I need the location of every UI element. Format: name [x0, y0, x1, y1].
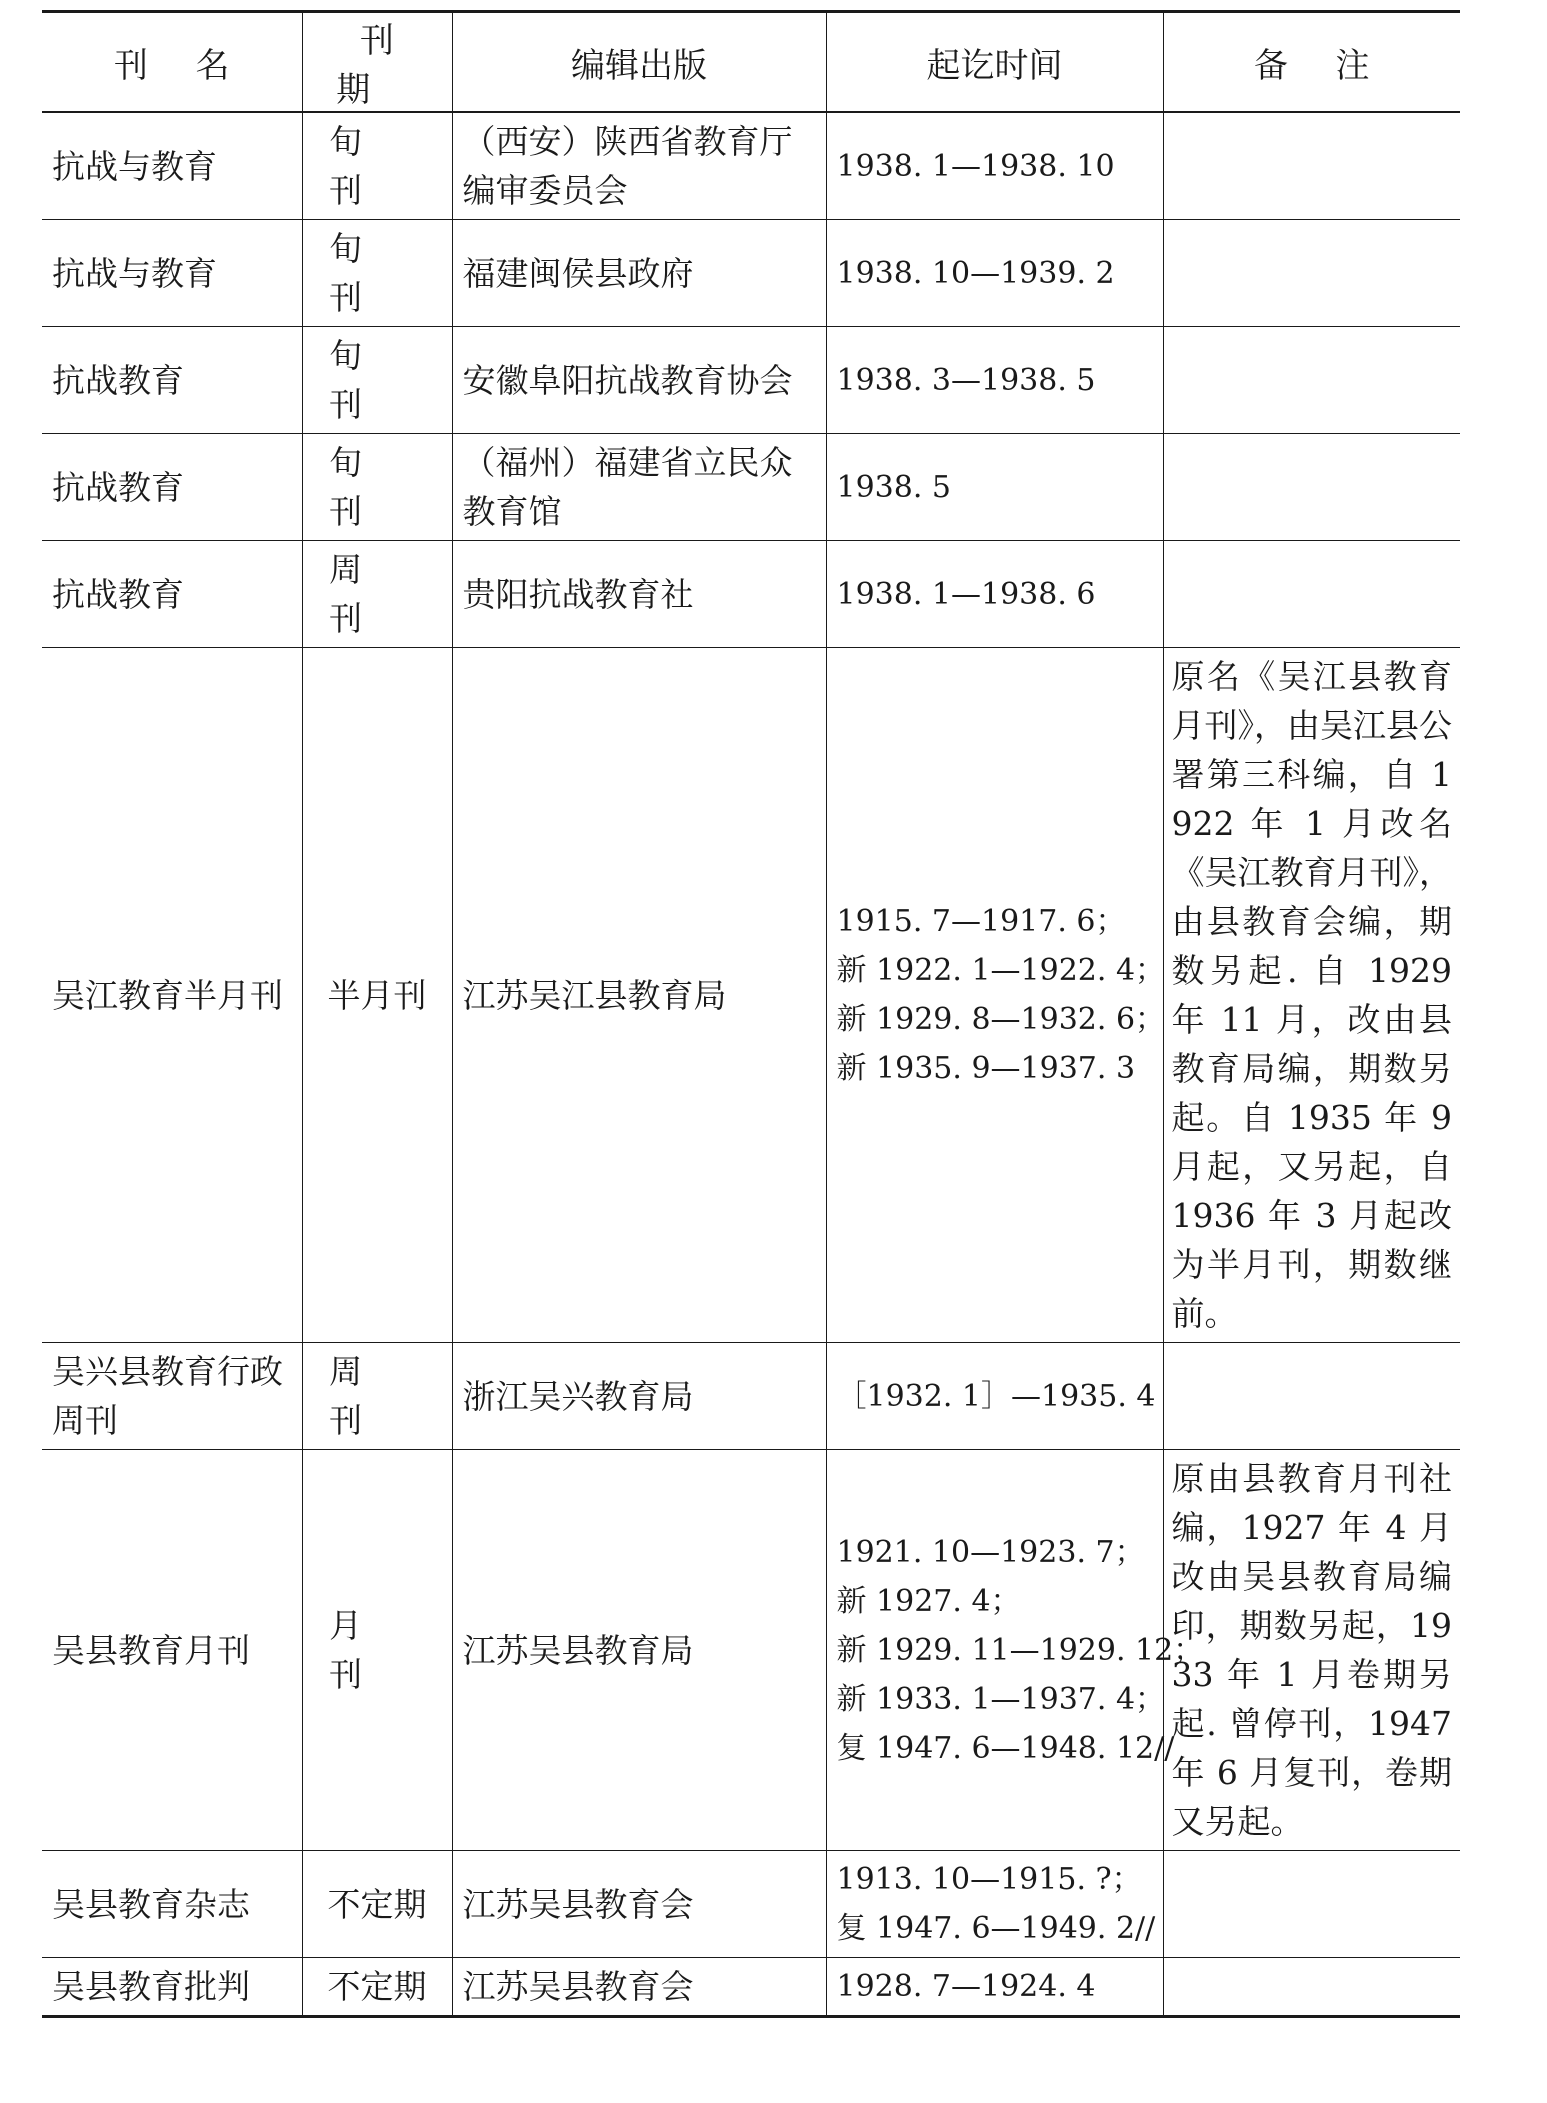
- cell-dates: [826, 327, 1163, 434]
- cycle-text: 半月刊: [327, 975, 427, 1015]
- cell-dates: [826, 1343, 1163, 1450]
- periodical-table-wrapper: [42, 10, 1460, 2018]
- date-range: 1938. 1—1938. 6: [836, 576, 1096, 612]
- cell-notes: [1163, 1851, 1460, 1958]
- cell-notes: [1163, 434, 1460, 541]
- cell-notes: [1163, 541, 1460, 648]
- cell-publisher: 福建闽侯县政府: [452, 220, 826, 327]
- date-range: 复 1947. 6—1949. 2//: [836, 1911, 1156, 1946]
- date-range: 1921. 10—1923. 7；: [836, 1534, 1145, 1570]
- date-range: 复 1947. 6—1948. 12//: [836, 1730, 1175, 1766]
- cell-cycle: [302, 112, 452, 220]
- cell-name: 抗战教育: [42, 541, 302, 648]
- cell-dates: [826, 1450, 1204, 1851]
- date-range: 新 1922. 1—1922. 4；: [836, 953, 1166, 988]
- cell-notes: 原名《吴江县教育月刊》，由吴江县公署第三科编，自 1922 年 1 月改名《吴江教育月刊》，由县教育会编，期数另起. 自 1929 年 11 月，改由县教育局编，期数另起。自 1935 年 9 月起，又另起，自 1936 年 3 月起改为半月刊，期数继前。: [1163, 648, 1460, 1343]
- table-row: [42, 541, 1460, 648]
- cycle-text: 旬刊: [329, 336, 425, 424]
- periodical-table: [42, 10, 1460, 2018]
- cell-dates: [826, 434, 1163, 541]
- cell-dates: [826, 648, 1166, 1343]
- cell-notes: [1163, 112, 1460, 220]
- cell-dates: [826, 1958, 1163, 2017]
- cell-cycle: [302, 541, 452, 648]
- cell-name: 抗战与教育: [42, 112, 302, 220]
- cell-cycle: [302, 434, 452, 541]
- cell-dates: [826, 1851, 1163, 1958]
- cell-notes: [1163, 327, 1460, 434]
- date-range: 1938. 3—1938. 5: [836, 362, 1096, 398]
- date-range: 新 1929. 8—1932. 6；: [836, 1002, 1166, 1037]
- table-row: [42, 220, 1460, 327]
- cycle-text: 旬刊: [329, 122, 425, 210]
- cell-notes: [1163, 1343, 1460, 1450]
- cell-notes: [1163, 1958, 1460, 2017]
- table-row: [42, 434, 1460, 541]
- cell-name: 抗战与教育: [42, 220, 302, 327]
- date-range: 1938. 5: [836, 469, 952, 505]
- cycle-text: 旬刊: [329, 443, 425, 531]
- header-cycle: 刊期: [302, 12, 452, 113]
- header-publisher: 编辑出版: [452, 12, 826, 113]
- cell-cycle: [302, 1343, 452, 1450]
- cell-cycle: [302, 648, 452, 1343]
- cell-publisher: 江苏吴江县教育局: [452, 648, 826, 1343]
- cell-cycle: [302, 1450, 452, 1851]
- cycle-text: 周刊: [329, 550, 425, 638]
- cell-dates: [826, 541, 1163, 648]
- cell-name: 抗战教育: [42, 327, 302, 434]
- table-body: [42, 112, 1460, 2017]
- table-row: [42, 1958, 1460, 2017]
- header-row: [42, 12, 1460, 113]
- cell-name: 吴县教育批判: [42, 1958, 302, 2017]
- cell-cycle: [302, 1958, 452, 2017]
- cell-cycle: [302, 327, 452, 434]
- table-row: [42, 648, 1460, 1343]
- cell-publisher: （西安）陕西省教育厅编审委员会: [452, 112, 826, 220]
- cycle-text: 月刊: [329, 1606, 425, 1694]
- cycle-text: 周刊: [329, 1352, 425, 1440]
- table-row: [42, 327, 1460, 434]
- header-dates: 起讫时间: [826, 12, 1163, 113]
- date-range: 新 1927. 4；: [836, 1583, 1021, 1619]
- cell-publisher: 江苏吴县教育局: [452, 1450, 826, 1851]
- cell-publisher: 贵阳抗战教育社: [452, 541, 826, 648]
- date-range: 新 1929. 11—1929. 12；: [836, 1632, 1204, 1668]
- cell-name: 吴江教育半月刊: [42, 648, 302, 1343]
- cell-publisher: 浙江吴兴教育局: [452, 1343, 826, 1450]
- cell-name: 吴县教育杂志: [42, 1851, 302, 1958]
- cell-publisher: 安徽阜阳抗战教育协会: [452, 327, 826, 434]
- cycle-text: 旬刊: [329, 229, 425, 317]
- cell-publisher: 江苏吴县教育会: [452, 1958, 826, 2017]
- cell-name: 吴县教育月刊: [42, 1450, 302, 1851]
- date-range: 新 1935. 9—1937. 3: [836, 1051, 1136, 1086]
- date-range: 1928. 7—1924. 4: [836, 1969, 1096, 2004]
- table-row: [42, 1851, 1460, 1958]
- header-notes: 备注: [1163, 12, 1460, 113]
- cell-name: 吴兴县教育行政周刊: [42, 1343, 302, 1450]
- cell-name: 抗战教育: [42, 434, 302, 541]
- date-range: 新 1933. 1—1937. 4；: [836, 1681, 1166, 1717]
- cell-dates: [826, 112, 1163, 220]
- cell-publisher: （福州）福建省立民众教育馆: [452, 434, 826, 541]
- cell-cycle: [302, 1851, 452, 1958]
- date-range: 1913. 10—1915. ?；: [836, 1862, 1142, 1897]
- table-row: [42, 1450, 1460, 1851]
- date-range: ［1932. 1］—1935. 4: [836, 1378, 1156, 1414]
- table-row: [42, 1343, 1460, 1450]
- cell-cycle: [302, 220, 452, 327]
- cell-publisher: 江苏吴县教育会: [452, 1851, 826, 1958]
- cell-dates: [826, 220, 1163, 327]
- header-name: 刊名: [42, 12, 302, 113]
- cell-notes: [1163, 220, 1460, 327]
- date-range: 1938. 1—1938. 10: [836, 148, 1115, 184]
- date-range: 1915. 7—1917. 6；: [836, 904, 1126, 939]
- table-row: [42, 112, 1460, 220]
- cycle-text: 不定期: [327, 1967, 427, 2006]
- cycle-text: 不定期: [327, 1884, 427, 1924]
- cell-notes: 原由县教育月刊社编，1927 年 4 月改由吴县教育局编印，期数另起，1933 年 1 月卷期另起. 曾停刊，1947 年 6 月复刊，卷期又另起。: [1163, 1450, 1460, 1851]
- date-range: 1938. 10—1939. 2: [836, 255, 1115, 291]
